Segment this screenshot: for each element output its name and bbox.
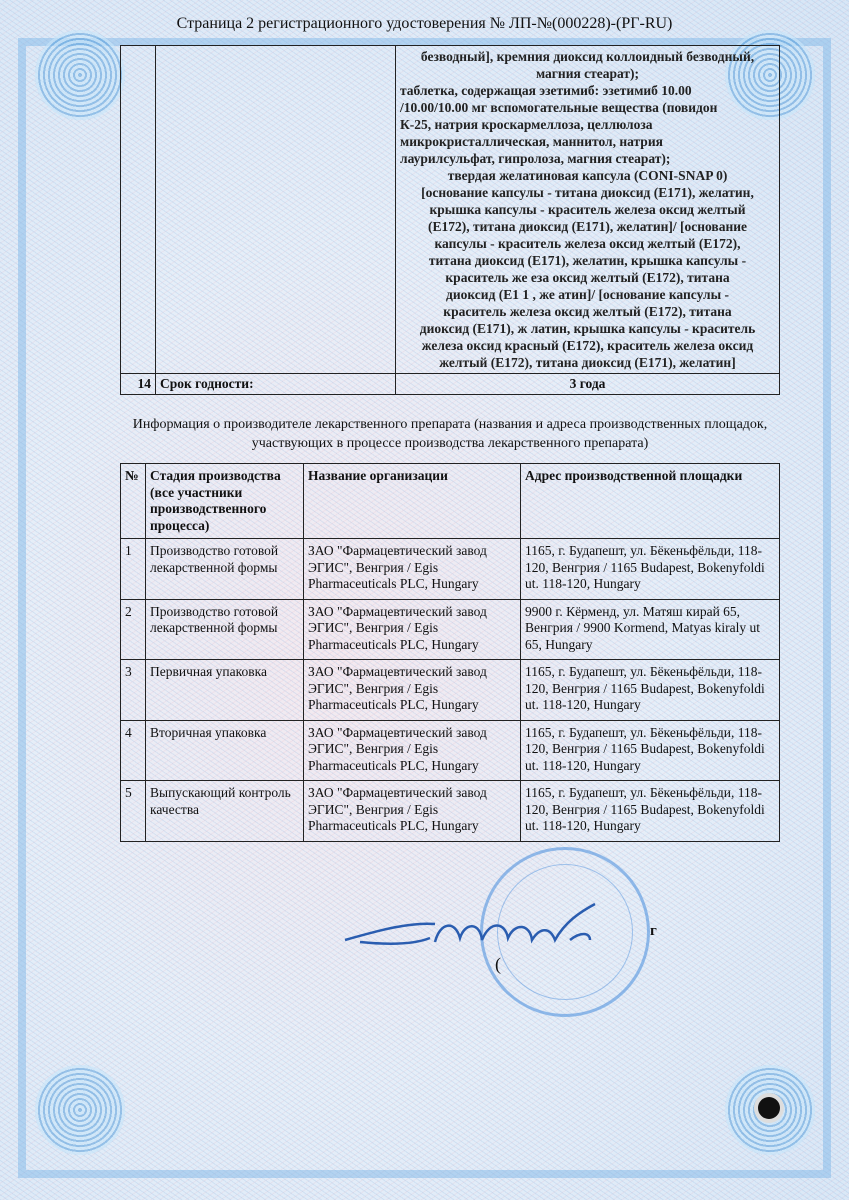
col-organization: Название организации bbox=[304, 464, 521, 539]
col-stage: Стадия производства (все участники производственного процесса) bbox=[146, 464, 304, 539]
cell-addr: 1165, г. Будапешт, ул. Бёкеньфёльди, 118-120, Венгрия / 1165 Budapest, Bokenyfoldi ut. 118-120, Hungary bbox=[521, 660, 780, 721]
composition-line: К-25, натрия кроскармеллоза, целлюлоза bbox=[400, 117, 653, 132]
cell-stage: Производство готовой лекарственной формы bbox=[146, 539, 304, 600]
composition-line: железа оксид красный (E172), краситель железа оксид bbox=[421, 338, 754, 353]
composition-line: лаурилсульфат, гипролоза, магния стеарат); bbox=[400, 151, 671, 166]
col-number: № bbox=[121, 464, 146, 539]
date-bracket: ( bbox=[495, 953, 501, 974]
rosette-bottom-left bbox=[35, 1065, 125, 1155]
composition-line: таблетка, содержащая эзетимиб: эзетимиб 10.00 bbox=[400, 83, 692, 98]
composition-line: диоксид (E171), ж латин, крышка капсулы - краситель bbox=[419, 321, 756, 336]
composition-line: краситель железа оксид желтый (E172), титана bbox=[443, 304, 732, 319]
cell-n: 4 bbox=[121, 720, 146, 781]
cell-stage: Выпускающий контроль качества bbox=[146, 781, 304, 842]
composition-line: микрокристаллическая, маннитол, натрия bbox=[400, 134, 663, 149]
cell-org: ЗАО "Фармацевтический завод ЭГИС", Венгрия / Egis Pharmaceuticals PLC, Hungary bbox=[304, 781, 521, 842]
composition-line: крышка капсулы - краситель железа оксид желтый bbox=[429, 202, 746, 217]
cell-org: ЗАО "Фармацевтический завод ЭГИС", Венгрия / Egis Pharmaceuticals PLC, Hungary bbox=[304, 720, 521, 781]
cell-addr: 1165, г. Будапешт, ул. Бёкеньфёльди, 118-120, Венгрия / 1165 Budapest, Bokenyfoldi ut. 118-120, Hungary bbox=[521, 539, 780, 600]
shelf-life-row bbox=[121, 374, 780, 395]
composition-line: магния стеарат); bbox=[535, 66, 640, 81]
signature bbox=[340, 902, 620, 962]
binding-hole bbox=[758, 1097, 780, 1119]
composition-table bbox=[120, 45, 780, 395]
cell-n: 1 bbox=[121, 539, 146, 600]
composition-line: капсулы - краситель железа оксид желтый (E172), bbox=[434, 236, 741, 251]
table-row bbox=[121, 660, 780, 721]
table-row bbox=[121, 781, 780, 842]
signature-block bbox=[120, 862, 780, 1012]
manufacturer-info-heading: Информация о производителе лекарственного препарата (названия и адреса производственных площадок, участвующих в процессе производства лекарственного препарата) bbox=[132, 417, 768, 451]
cell-stage: Первичная упаковка bbox=[146, 660, 304, 721]
table-row bbox=[121, 720, 780, 781]
cell-addr: 1165, г. Будапешт, ул. Бёкеньфёльди, 118-120, Венгрия / 1165 Budapest, Bokenyfoldi ut. 118-120, Hungary bbox=[521, 720, 780, 781]
cell-n: 3 bbox=[121, 660, 146, 721]
row-number: 14 bbox=[121, 374, 156, 395]
table-header bbox=[121, 464, 780, 539]
composition-line: (E172), титана диоксид (E171), желатин]/ [основание bbox=[427, 219, 748, 234]
cell-org: ЗАО "Фармацевтический завод ЭГИС", Венгрия / Egis Pharmaceuticals PLC, Hungary bbox=[304, 539, 521, 600]
cell-stage: Вторичная упаковка bbox=[146, 720, 304, 781]
composition-line: твердая желатиновая капсула (CONI-SNAP 0) bbox=[447, 168, 728, 183]
composition-line: диоксид (E1 1 , же атин]/ [основание капсулы - bbox=[446, 287, 729, 302]
composition-line: краситель же еза оксид желтый (E172), титана bbox=[445, 270, 730, 285]
page-header: Страница 2 регистрационного удостоверения № ЛП-№(000228)-(РГ-RU) bbox=[176, 15, 673, 32]
table-row bbox=[121, 539, 780, 600]
rosette-top-left bbox=[35, 30, 125, 120]
cell-n: 5 bbox=[121, 781, 146, 842]
shelf-life-label: Срок годности: bbox=[156, 374, 396, 395]
composition-line: желтый (E172), титана диоксид (E171), желатин] bbox=[439, 355, 736, 370]
cell-org: ЗАО "Фармацевтический завод ЭГИС", Венгрия / Egis Pharmaceuticals PLC, Hungary bbox=[304, 599, 521, 660]
cell-addr: 1165, г. Будапешт, ул. Бёкеньфёльди, 118-120, Венгрия / 1165 Budapest, Bokenyfoldi ut. 118-120, Hungary bbox=[521, 781, 780, 842]
date-suffix: г bbox=[650, 922, 657, 939]
manufacturers-table bbox=[120, 463, 780, 842]
cell-n: 2 bbox=[121, 599, 146, 660]
col-address: Адрес производственной площадки bbox=[521, 464, 780, 539]
composition-line: безводный], кремния диоксид коллоидный безводный, bbox=[420, 49, 755, 64]
composition-line: титана диоксид (E171), желатин, крышка капсулы - bbox=[428, 253, 747, 268]
composition-line: [основание капсулы - титана диоксид (E171), желатин, bbox=[421, 185, 754, 200]
cell-stage: Производство готовой лекарственной формы bbox=[146, 599, 304, 660]
composition-cell bbox=[396, 46, 780, 374]
shelf-life-value: 3 года bbox=[396, 374, 780, 395]
table-row bbox=[121, 599, 780, 660]
cell-org: ЗАО "Фармацевтический завод ЭГИС", Венгрия / Egis Pharmaceuticals PLC, Hungary bbox=[304, 660, 521, 721]
composition-row bbox=[121, 46, 780, 374]
composition-line: /10.00/10.00 мг вспомогательные вещества (повидон bbox=[400, 100, 718, 115]
page-content bbox=[120, 45, 780, 1012]
cell-addr: 9900 г. Кёрменд, ул. Матяш кирай 65, Венгрия / 9900 Kormend, Matyas kiraly ut 65, Hungary bbox=[521, 599, 780, 660]
